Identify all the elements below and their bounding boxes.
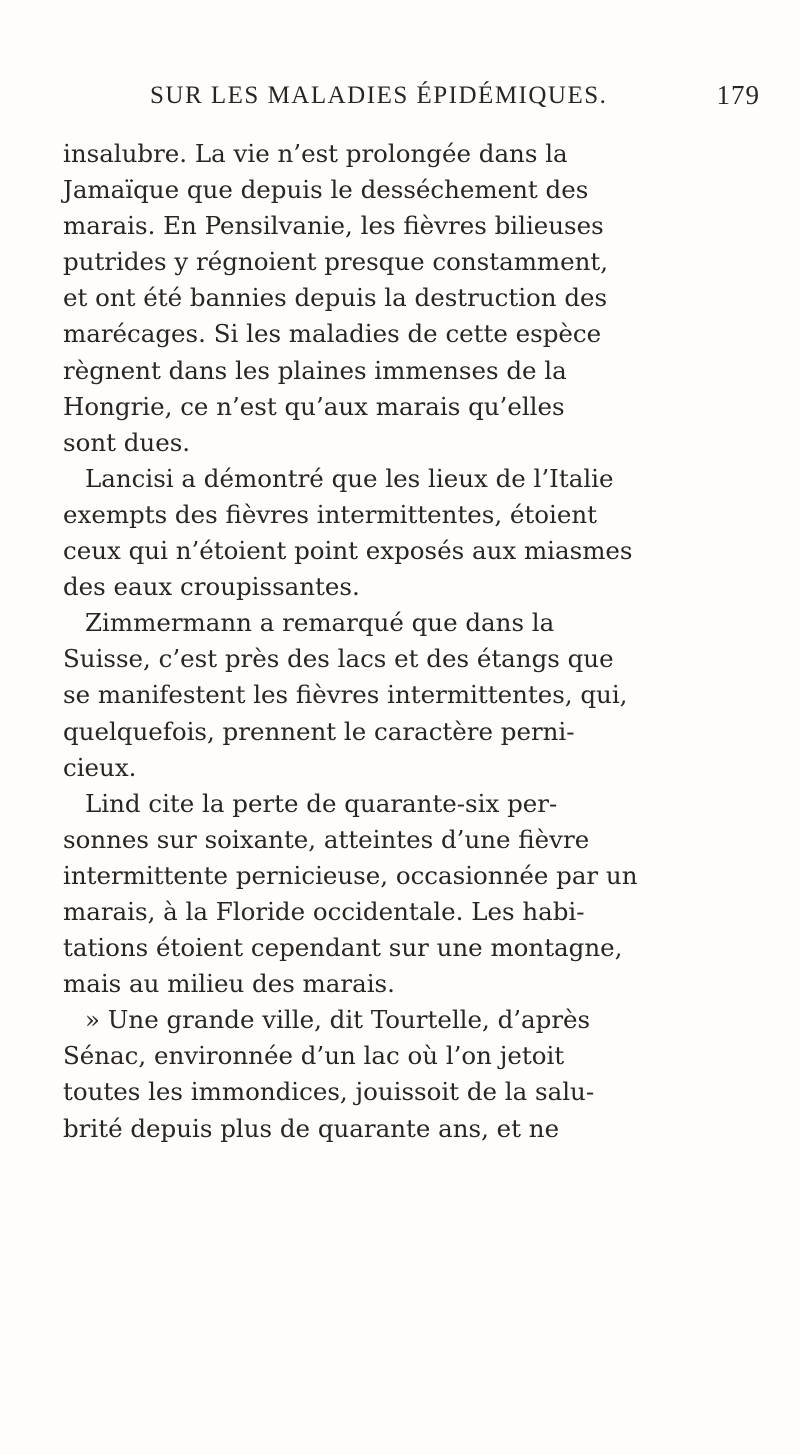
text-line: toutes les immondices, jouissoit de la salu-: [63, 1077, 595, 1107]
text-line: et ont été bannies depuis la destruction des: [63, 283, 608, 313]
text-line: des eaux croupissantes.: [63, 572, 360, 602]
text-line: marais. En Pensilvanie, les fièvres bilieuses: [63, 211, 604, 241]
paragraph-start-line: Zimmermann a remarqué que dans la: [85, 608, 555, 638]
text-line: Hongrie, ce n’est qu’aux marais qu’elles: [63, 391, 565, 421]
text-line: quelquefois, prennent le caractère perni-: [63, 716, 575, 746]
text-line: Sénac, environnée d’un lac où l’on jetoit: [63, 1041, 565, 1071]
text-line: Jamaïque que depuis le desséchement des: [63, 175, 589, 205]
page-header: [150, 82, 760, 122]
text-line: Suisse, c’est près des lacs et des étangs que: [63, 644, 614, 674]
text-line: se manifestent les fièvres intermittentes, qui,: [63, 680, 628, 710]
text-line: ceux qui n’étoient point exposés aux miasmes: [63, 536, 633, 566]
text-line: règnent dans les plaines immenses de la: [63, 355, 567, 385]
text-line: sonnes sur soixante, atteintes d’une fièvre: [63, 824, 590, 854]
text-line: cieux.: [63, 752, 137, 782]
text-line: tations étoient cependant sur une montagne,: [63, 933, 623, 963]
text-line: marais, à la Floride occidentale. Les habi-: [63, 896, 585, 926]
body-text: [63, 136, 743, 1147]
running-head: SUR LES MALADIES ÉPIDÉMIQUES.: [150, 82, 608, 109]
text-line: marécages. Si les maladies de cette espèce: [63, 319, 602, 349]
text-line: sont dues.: [63, 427, 191, 457]
text-line: exempts des fièvres intermittentes, étoient: [63, 499, 597, 529]
page-number: 179: [716, 80, 760, 110]
paragraph-start-line: » Une grande ville, dit Tourtelle, d’après: [85, 1005, 591, 1035]
text-line: intermittente pernicieuse, occasionnée par un: [63, 860, 638, 890]
text-line: insalubre. La vie n’est prolongée dans la: [63, 139, 568, 168]
paragraph-start-line: Lancisi a démontré que les lieux de l’Italie: [85, 463, 614, 493]
text-line: putrides y régnoient presque constamment,: [63, 247, 609, 277]
text-line: mais au milieu des marais.: [63, 969, 395, 999]
text-line: brité depuis plus de quarante ans, et ne: [63, 1113, 560, 1143]
paragraph-start-line: Lind cite la perte de quarante-six per-: [85, 788, 558, 818]
